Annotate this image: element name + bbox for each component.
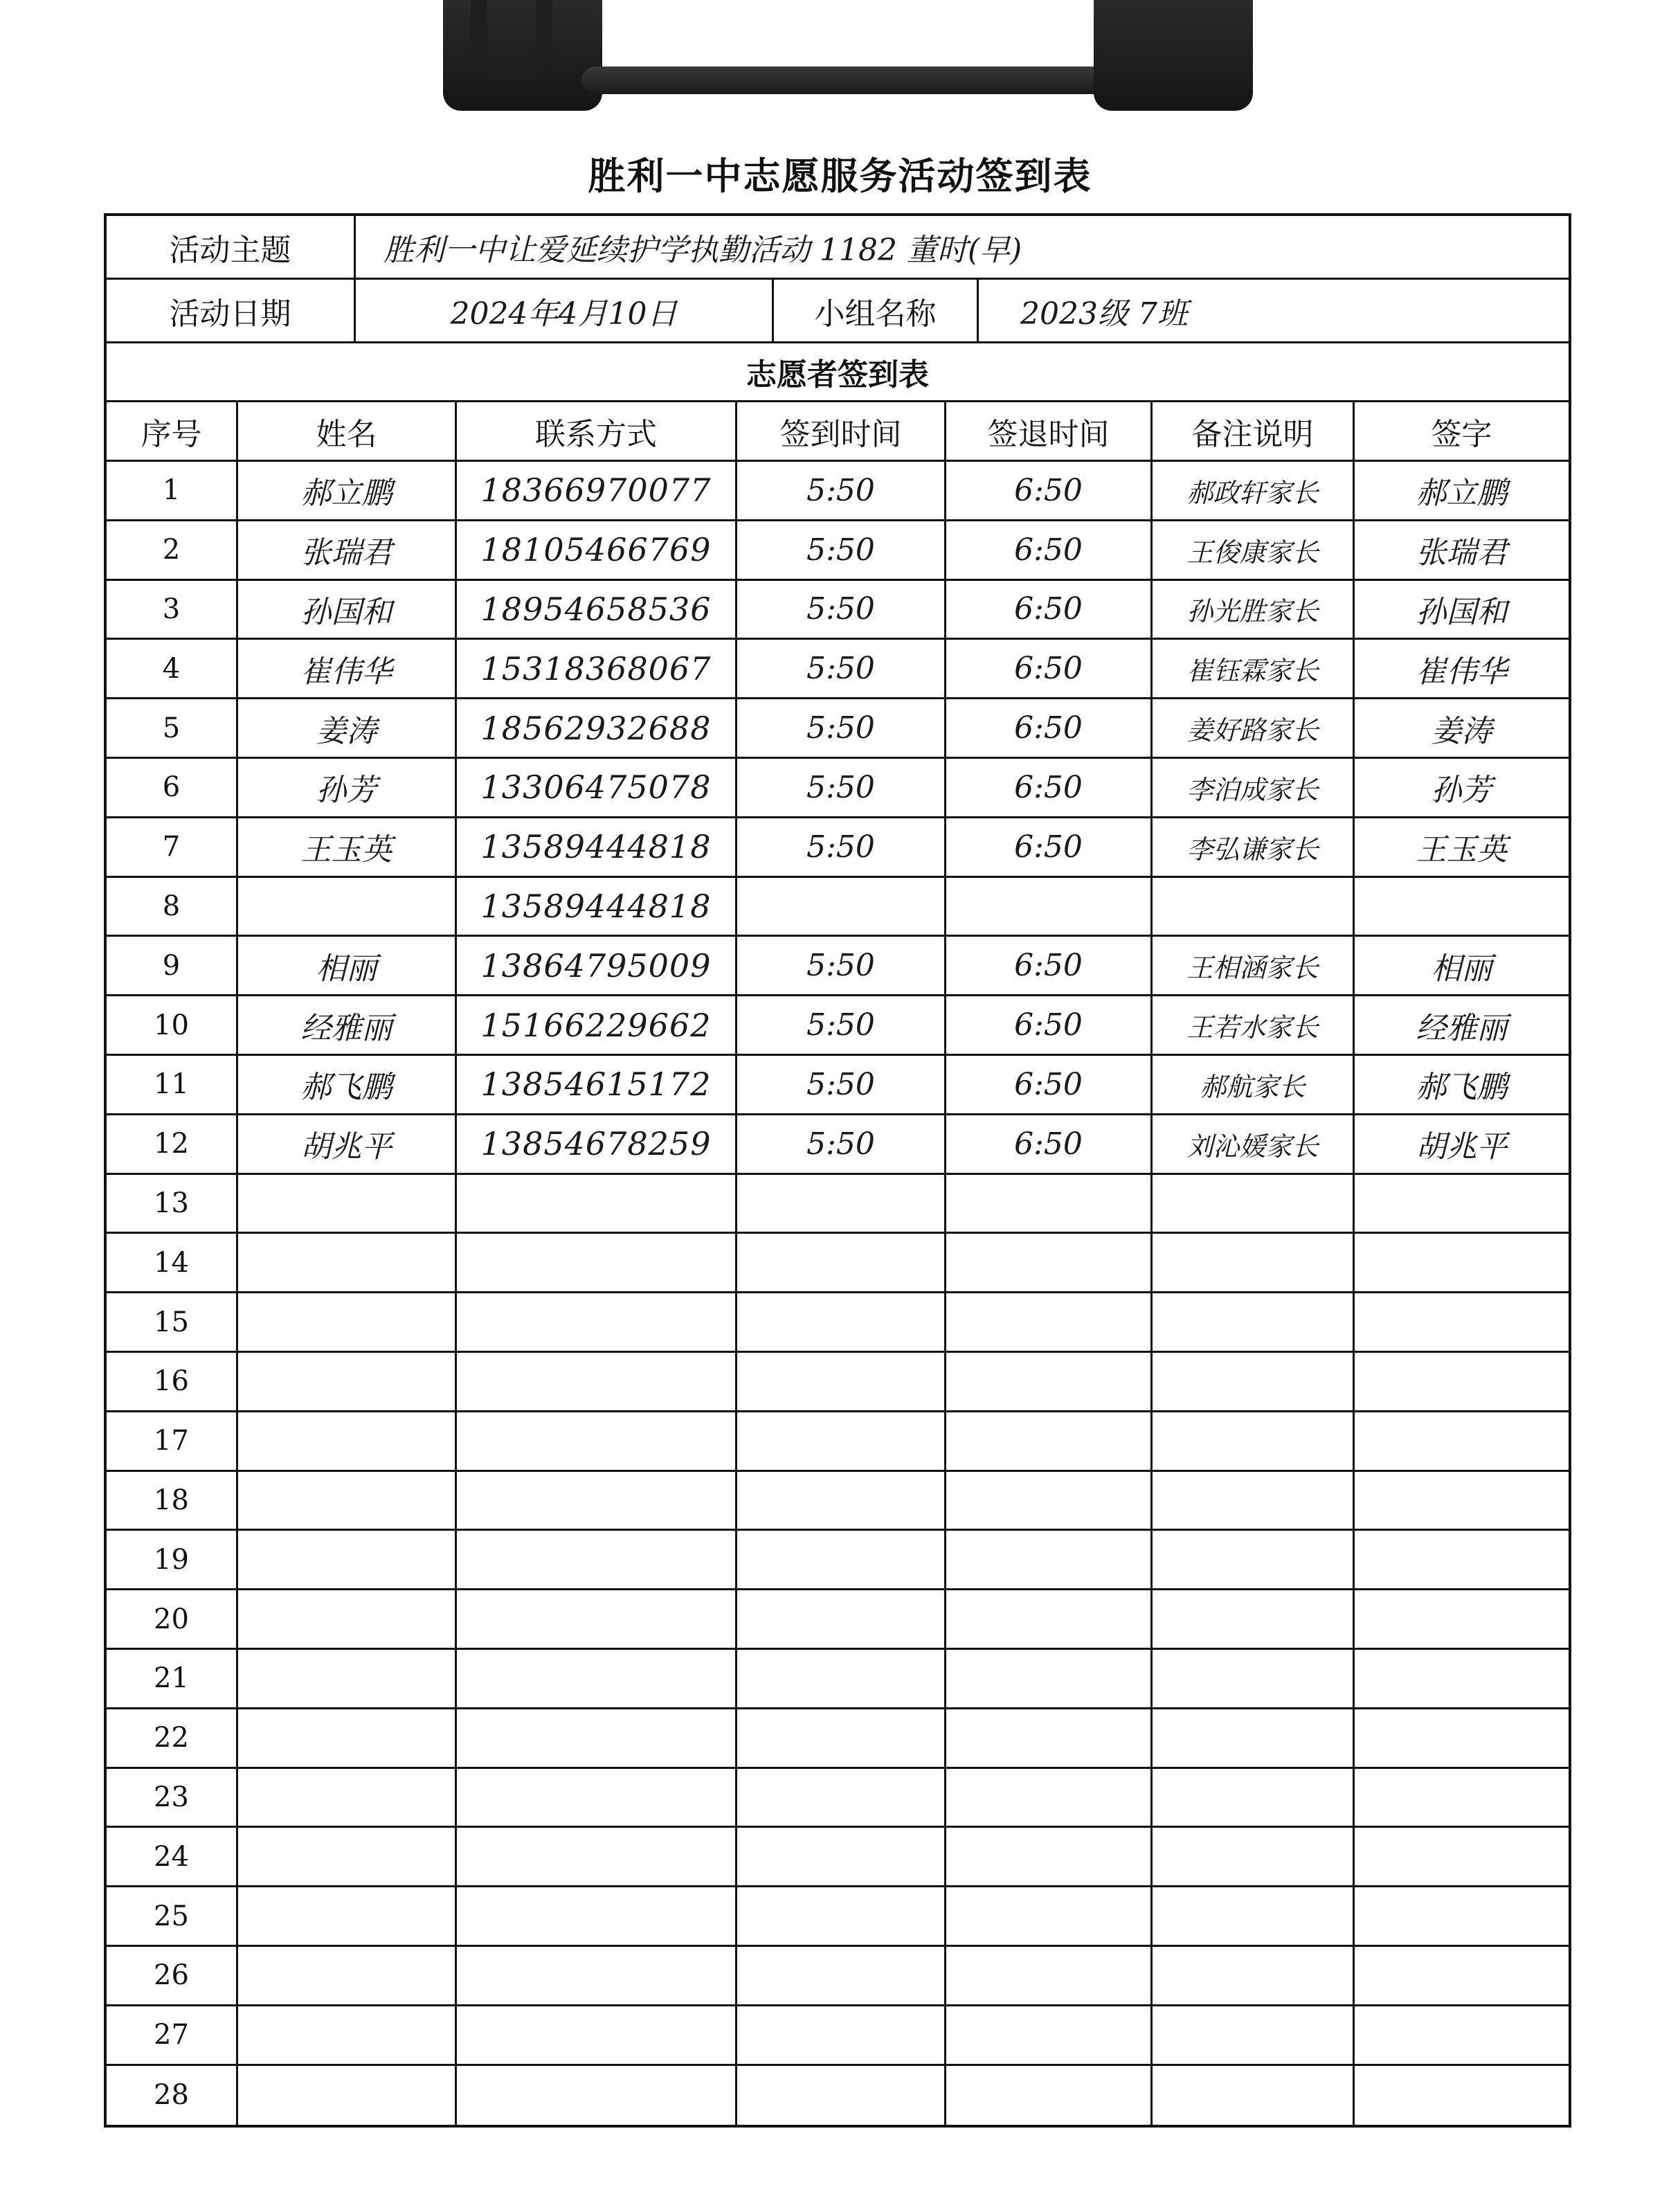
table-row xyxy=(107,2066,1569,2125)
clip-bar xyxy=(581,66,1114,94)
signature xyxy=(1355,1650,1569,1707)
remark xyxy=(1153,1650,1355,1707)
remark: 郝政轩家长 xyxy=(1153,462,1355,519)
volunteer-name: 崔伟华 xyxy=(238,640,457,697)
volunteer-name: 孙国和 xyxy=(238,581,457,638)
header-index: 序号 xyxy=(107,402,238,460)
signature xyxy=(1355,1412,1569,1470)
table-row xyxy=(107,1531,1569,1590)
signature: 孙芳 xyxy=(1431,773,1492,809)
header-check-out: 签退时间 xyxy=(946,402,1153,460)
check-in-time: 5:50 xyxy=(737,1115,946,1173)
contact-phone xyxy=(457,1828,737,1885)
check-in-time xyxy=(737,2006,946,2064)
row-index: 7 xyxy=(107,818,238,876)
check-in-time xyxy=(737,1531,946,1588)
row-index: 27 xyxy=(107,2006,238,2064)
remark: 姜好路家长 xyxy=(1153,699,1355,757)
remark: 孙光胜家长 xyxy=(1153,581,1355,638)
table-row xyxy=(107,699,1569,759)
table-row xyxy=(107,1590,1569,1650)
check-out-time xyxy=(946,1531,1153,1588)
contact-phone xyxy=(457,1650,737,1707)
signature xyxy=(1355,1472,1569,1529)
check-out-time xyxy=(946,1650,1153,1707)
row-index: 5 xyxy=(107,699,238,757)
table-row xyxy=(107,2006,1569,2066)
check-in-time: 5:50 xyxy=(737,699,946,757)
remark xyxy=(1153,1472,1355,1529)
volunteer-name xyxy=(238,878,457,935)
remark xyxy=(1153,1590,1355,1648)
check-in-time: 5:50 xyxy=(737,462,946,519)
check-out-time xyxy=(946,1828,1153,1885)
signature xyxy=(1355,1234,1569,1291)
volunteer-name xyxy=(238,1590,457,1648)
contact-phone: 13589444818 xyxy=(457,878,737,935)
remark xyxy=(1153,1887,1355,1945)
row-index: 21 xyxy=(107,1650,238,1707)
check-in-time: 5:50 xyxy=(737,1056,946,1113)
remark xyxy=(1153,2066,1355,2125)
row-index: 26 xyxy=(107,1947,238,2004)
table-row xyxy=(107,521,1569,581)
remark xyxy=(1153,2006,1355,2064)
check-in-time: 5:50 xyxy=(737,521,946,579)
contact-phone: 18954658536 xyxy=(457,581,737,638)
table-row xyxy=(107,996,1569,1056)
row-index: 23 xyxy=(107,1769,238,1826)
header-note: 备注说明 xyxy=(1153,402,1355,460)
row-index: 25 xyxy=(107,1887,238,1945)
check-out-time: 6:50 xyxy=(946,462,1153,519)
header-phone: 联系方式 xyxy=(457,402,737,460)
clip-left-loop xyxy=(471,0,552,79)
signature: 张瑞君 xyxy=(1416,535,1508,571)
check-out-time: 6:50 xyxy=(946,640,1153,697)
clip-right-jaw xyxy=(1094,0,1253,111)
remark xyxy=(1153,1175,1355,1232)
table-row xyxy=(107,937,1569,996)
table-header xyxy=(107,402,1569,462)
check-out-time xyxy=(946,2006,1153,2064)
contact-phone xyxy=(457,1590,737,1648)
remark xyxy=(1153,878,1355,935)
check-in-time xyxy=(737,1769,946,1826)
row-index: 4 xyxy=(107,640,238,697)
table-row xyxy=(107,759,1569,818)
contact-phone: 13854615172 xyxy=(457,1056,737,1113)
contact-phone: 15166229662 xyxy=(457,996,737,1054)
row-index: 9 xyxy=(107,937,238,994)
check-out-time xyxy=(946,1353,1153,1410)
check-in-time xyxy=(737,1234,946,1291)
signature xyxy=(1355,1887,1569,1945)
contact-phone xyxy=(457,1234,737,1291)
table-row xyxy=(107,1115,1569,1175)
row-index: 14 xyxy=(107,1234,238,1291)
contact-phone xyxy=(457,2006,737,2064)
header-check-in: 签到时间 xyxy=(737,402,946,460)
theme-label: 活动主题 xyxy=(107,216,356,278)
table-row xyxy=(107,1769,1569,1828)
check-out-time: 6:50 xyxy=(946,759,1153,816)
remark: 王若水家长 xyxy=(1153,996,1355,1054)
check-out-time xyxy=(946,1709,1153,1767)
check-in-time xyxy=(737,1293,946,1351)
remark: 李弘谦家长 xyxy=(1153,818,1355,876)
signature: 孙国和 xyxy=(1416,594,1508,630)
row-index: 18 xyxy=(107,1472,238,1529)
volunteer-name xyxy=(238,1828,457,1885)
row-index: 28 xyxy=(107,2066,238,2125)
volunteer-name xyxy=(238,2066,457,2125)
row-index: 6 xyxy=(107,759,238,816)
document-title: 胜利一中志愿服务活动签到表 xyxy=(588,154,1092,198)
clipboard-clip xyxy=(443,0,1253,116)
check-in-time xyxy=(737,1412,946,1470)
check-out-time xyxy=(946,1947,1153,2004)
row-index: 16 xyxy=(107,1353,238,1410)
contact-phone: 18366970077 xyxy=(457,462,737,519)
check-in-time xyxy=(737,1709,946,1767)
check-out-time: 6:50 xyxy=(946,1056,1153,1113)
check-out-time: 6:50 xyxy=(946,996,1153,1054)
volunteer-name: 姜涛 xyxy=(238,699,457,757)
row-index: 2 xyxy=(107,521,238,579)
row-index: 13 xyxy=(107,1175,238,1232)
remark: 王俊康家长 xyxy=(1153,521,1355,579)
volunteer-name xyxy=(238,1650,457,1707)
volunteer-name xyxy=(238,1709,457,1767)
group-label: 小组名称 xyxy=(774,280,979,341)
volunteer-name: 张瑞君 xyxy=(238,521,457,579)
table-row xyxy=(107,1947,1569,2006)
table-row xyxy=(107,462,1569,521)
contact-phone: 13306475078 xyxy=(457,759,737,816)
check-out-time: 6:50 xyxy=(946,1115,1153,1173)
remark: 王相涵家长 xyxy=(1153,937,1355,994)
table-row xyxy=(107,1412,1569,1472)
remark xyxy=(1153,1412,1355,1470)
check-in-time xyxy=(737,1353,946,1410)
remark: 刘沁媛家长 xyxy=(1153,1115,1355,1173)
table-row xyxy=(107,640,1569,699)
group-value: 2023级 7班 xyxy=(1020,296,1188,332)
contact-phone xyxy=(457,1472,737,1529)
remark xyxy=(1153,1828,1355,1885)
signature xyxy=(1355,1293,1569,1351)
check-in-time xyxy=(737,2066,946,2125)
check-out-time xyxy=(946,1769,1153,1826)
volunteer-name xyxy=(238,1353,457,1410)
signature: 胡兆平 xyxy=(1416,1129,1508,1165)
table-row xyxy=(107,1650,1569,1709)
date-label: 活动日期 xyxy=(107,280,356,341)
check-in-time xyxy=(737,1175,946,1232)
theme-row xyxy=(107,216,1569,280)
remark xyxy=(1153,1353,1355,1410)
row-index: 19 xyxy=(107,1531,238,1588)
check-in-time: 5:50 xyxy=(737,581,946,638)
volunteer-name: 郝飞鹏 xyxy=(238,1056,457,1113)
contact-phone: 13854678259 xyxy=(457,1115,737,1173)
contact-phone: 18105466769 xyxy=(457,521,737,579)
table-row xyxy=(107,818,1569,878)
table-row xyxy=(107,1056,1569,1115)
check-in-time xyxy=(737,1828,946,1885)
check-out-time: 6:50 xyxy=(946,699,1153,757)
table-row xyxy=(107,878,1569,937)
row-index: 1 xyxy=(107,462,238,519)
volunteer-name: 胡兆平 xyxy=(238,1115,457,1173)
row-index: 22 xyxy=(107,1709,238,1767)
check-out-time xyxy=(946,878,1153,935)
check-out-time: 6:50 xyxy=(946,521,1153,579)
table-row xyxy=(107,1472,1569,1531)
check-in-time: 5:50 xyxy=(737,937,946,994)
row-index: 20 xyxy=(107,1590,238,1648)
signature xyxy=(1355,878,1569,935)
signature: 经雅丽 xyxy=(1416,1010,1508,1046)
check-in-time xyxy=(737,1590,946,1648)
check-out-time xyxy=(946,1234,1153,1291)
check-in-time: 5:50 xyxy=(737,996,946,1054)
signature: 郝飞鹏 xyxy=(1416,1070,1508,1106)
check-in-time xyxy=(737,1947,946,2004)
signature xyxy=(1355,1947,1569,2004)
signature: 崔伟华 xyxy=(1416,654,1508,690)
signature xyxy=(1355,1531,1569,1588)
table-row xyxy=(107,1175,1569,1234)
check-out-time: 6:50 xyxy=(946,581,1153,638)
check-out-time: 6:50 xyxy=(946,818,1153,876)
contact-phone xyxy=(457,1947,737,2004)
date-value: 2024年4月10日 xyxy=(356,280,774,341)
table-row xyxy=(107,1887,1569,1947)
signature: 姜涛 xyxy=(1431,713,1492,749)
signature xyxy=(1355,2006,1569,2064)
check-in-time: 5:50 xyxy=(737,818,946,876)
row-index: 17 xyxy=(107,1412,238,1470)
section-title: 志愿者签到表 xyxy=(107,343,1569,402)
header-name: 姓名 xyxy=(238,402,457,460)
check-out-time xyxy=(946,1175,1153,1232)
row-index: 12 xyxy=(107,1115,238,1173)
row-index: 24 xyxy=(107,1828,238,1885)
check-in-time: 5:50 xyxy=(737,640,946,697)
check-in-time xyxy=(737,1472,946,1529)
check-in-time: 5:50 xyxy=(737,759,946,816)
volunteer-name xyxy=(238,1472,457,1529)
volunteer-name: 孙芳 xyxy=(238,759,457,816)
contact-phone xyxy=(457,2066,737,2125)
row-index: 15 xyxy=(107,1293,238,1351)
remark xyxy=(1153,1234,1355,1291)
remark: 李泊成家长 xyxy=(1153,759,1355,816)
check-in-time xyxy=(737,1650,946,1707)
volunteer-name xyxy=(238,1947,457,2004)
sign-in-sheet xyxy=(104,213,1571,2128)
remark xyxy=(1153,1531,1355,1588)
signature xyxy=(1355,1175,1569,1232)
remark: 崔钰霖家长 xyxy=(1153,640,1355,697)
table-row xyxy=(107,1353,1569,1412)
volunteer-name xyxy=(238,1175,457,1232)
table-row xyxy=(107,1828,1569,1887)
contact-phone xyxy=(457,1887,737,1945)
check-out-time xyxy=(946,1590,1153,1648)
volunteer-name xyxy=(238,1412,457,1470)
contact-phone: 13589444818 xyxy=(457,818,737,876)
check-out-time: 6:50 xyxy=(946,937,1153,994)
signature xyxy=(1355,1709,1569,1767)
contact-phone: 18562932688 xyxy=(457,699,737,757)
contact-phone xyxy=(457,1531,737,1588)
volunteer-name xyxy=(238,2006,457,2064)
volunteer-name: 郝立鹏 xyxy=(238,462,457,519)
signature xyxy=(1355,1828,1569,1885)
signature: 王玉英 xyxy=(1416,832,1508,868)
date-group-row xyxy=(107,280,1569,343)
table-body xyxy=(107,462,1569,2125)
contact-phone: 15318368067 xyxy=(457,640,737,697)
row-index: 10 xyxy=(107,996,238,1054)
contact-phone xyxy=(457,1175,737,1232)
check-out-time xyxy=(946,1472,1153,1529)
check-in-time xyxy=(737,1887,946,1945)
contact-phone xyxy=(457,1412,737,1470)
remark xyxy=(1153,1769,1355,1826)
theme-value: 胜利一中让爱延续护学执勤活动 1182 董时(早) xyxy=(383,232,1022,268)
volunteer-name: 王玉英 xyxy=(238,818,457,876)
volunteer-name xyxy=(238,1887,457,1945)
row-index: 11 xyxy=(107,1056,238,1113)
contact-phone: 13864795009 xyxy=(457,937,737,994)
signature xyxy=(1355,1353,1569,1410)
remark xyxy=(1153,1947,1355,2004)
table-row xyxy=(107,1293,1569,1353)
contact-phone xyxy=(457,1709,737,1767)
volunteer-name xyxy=(238,1769,457,1826)
remark xyxy=(1153,1709,1355,1767)
check-in-time xyxy=(737,878,946,935)
signature xyxy=(1355,1769,1569,1826)
remark xyxy=(1153,1293,1355,1351)
volunteer-name xyxy=(238,1234,457,1291)
signature xyxy=(1355,2066,1569,2125)
table-row xyxy=(107,581,1569,640)
contact-phone xyxy=(457,1293,737,1351)
volunteer-name xyxy=(238,1293,457,1351)
volunteer-name: 经雅丽 xyxy=(238,996,457,1054)
remark: 郝航家长 xyxy=(1153,1056,1355,1113)
check-out-time xyxy=(946,2066,1153,2125)
check-out-time xyxy=(946,1293,1153,1351)
table-row xyxy=(107,1709,1569,1769)
check-out-time xyxy=(946,1412,1153,1470)
signature xyxy=(1355,1590,1569,1648)
contact-phone xyxy=(457,1769,737,1826)
check-out-time xyxy=(946,1887,1153,1945)
signature: 相丽 xyxy=(1431,951,1492,987)
volunteer-name: 相丽 xyxy=(238,937,457,994)
signature: 郝立鹏 xyxy=(1416,476,1508,512)
row-index: 8 xyxy=(107,878,238,935)
header-signature: 签字 xyxy=(1431,416,1492,452)
table-row xyxy=(107,1234,1569,1293)
contact-phone xyxy=(457,1353,737,1410)
row-index: 3 xyxy=(107,581,238,638)
volunteer-name xyxy=(238,1531,457,1588)
